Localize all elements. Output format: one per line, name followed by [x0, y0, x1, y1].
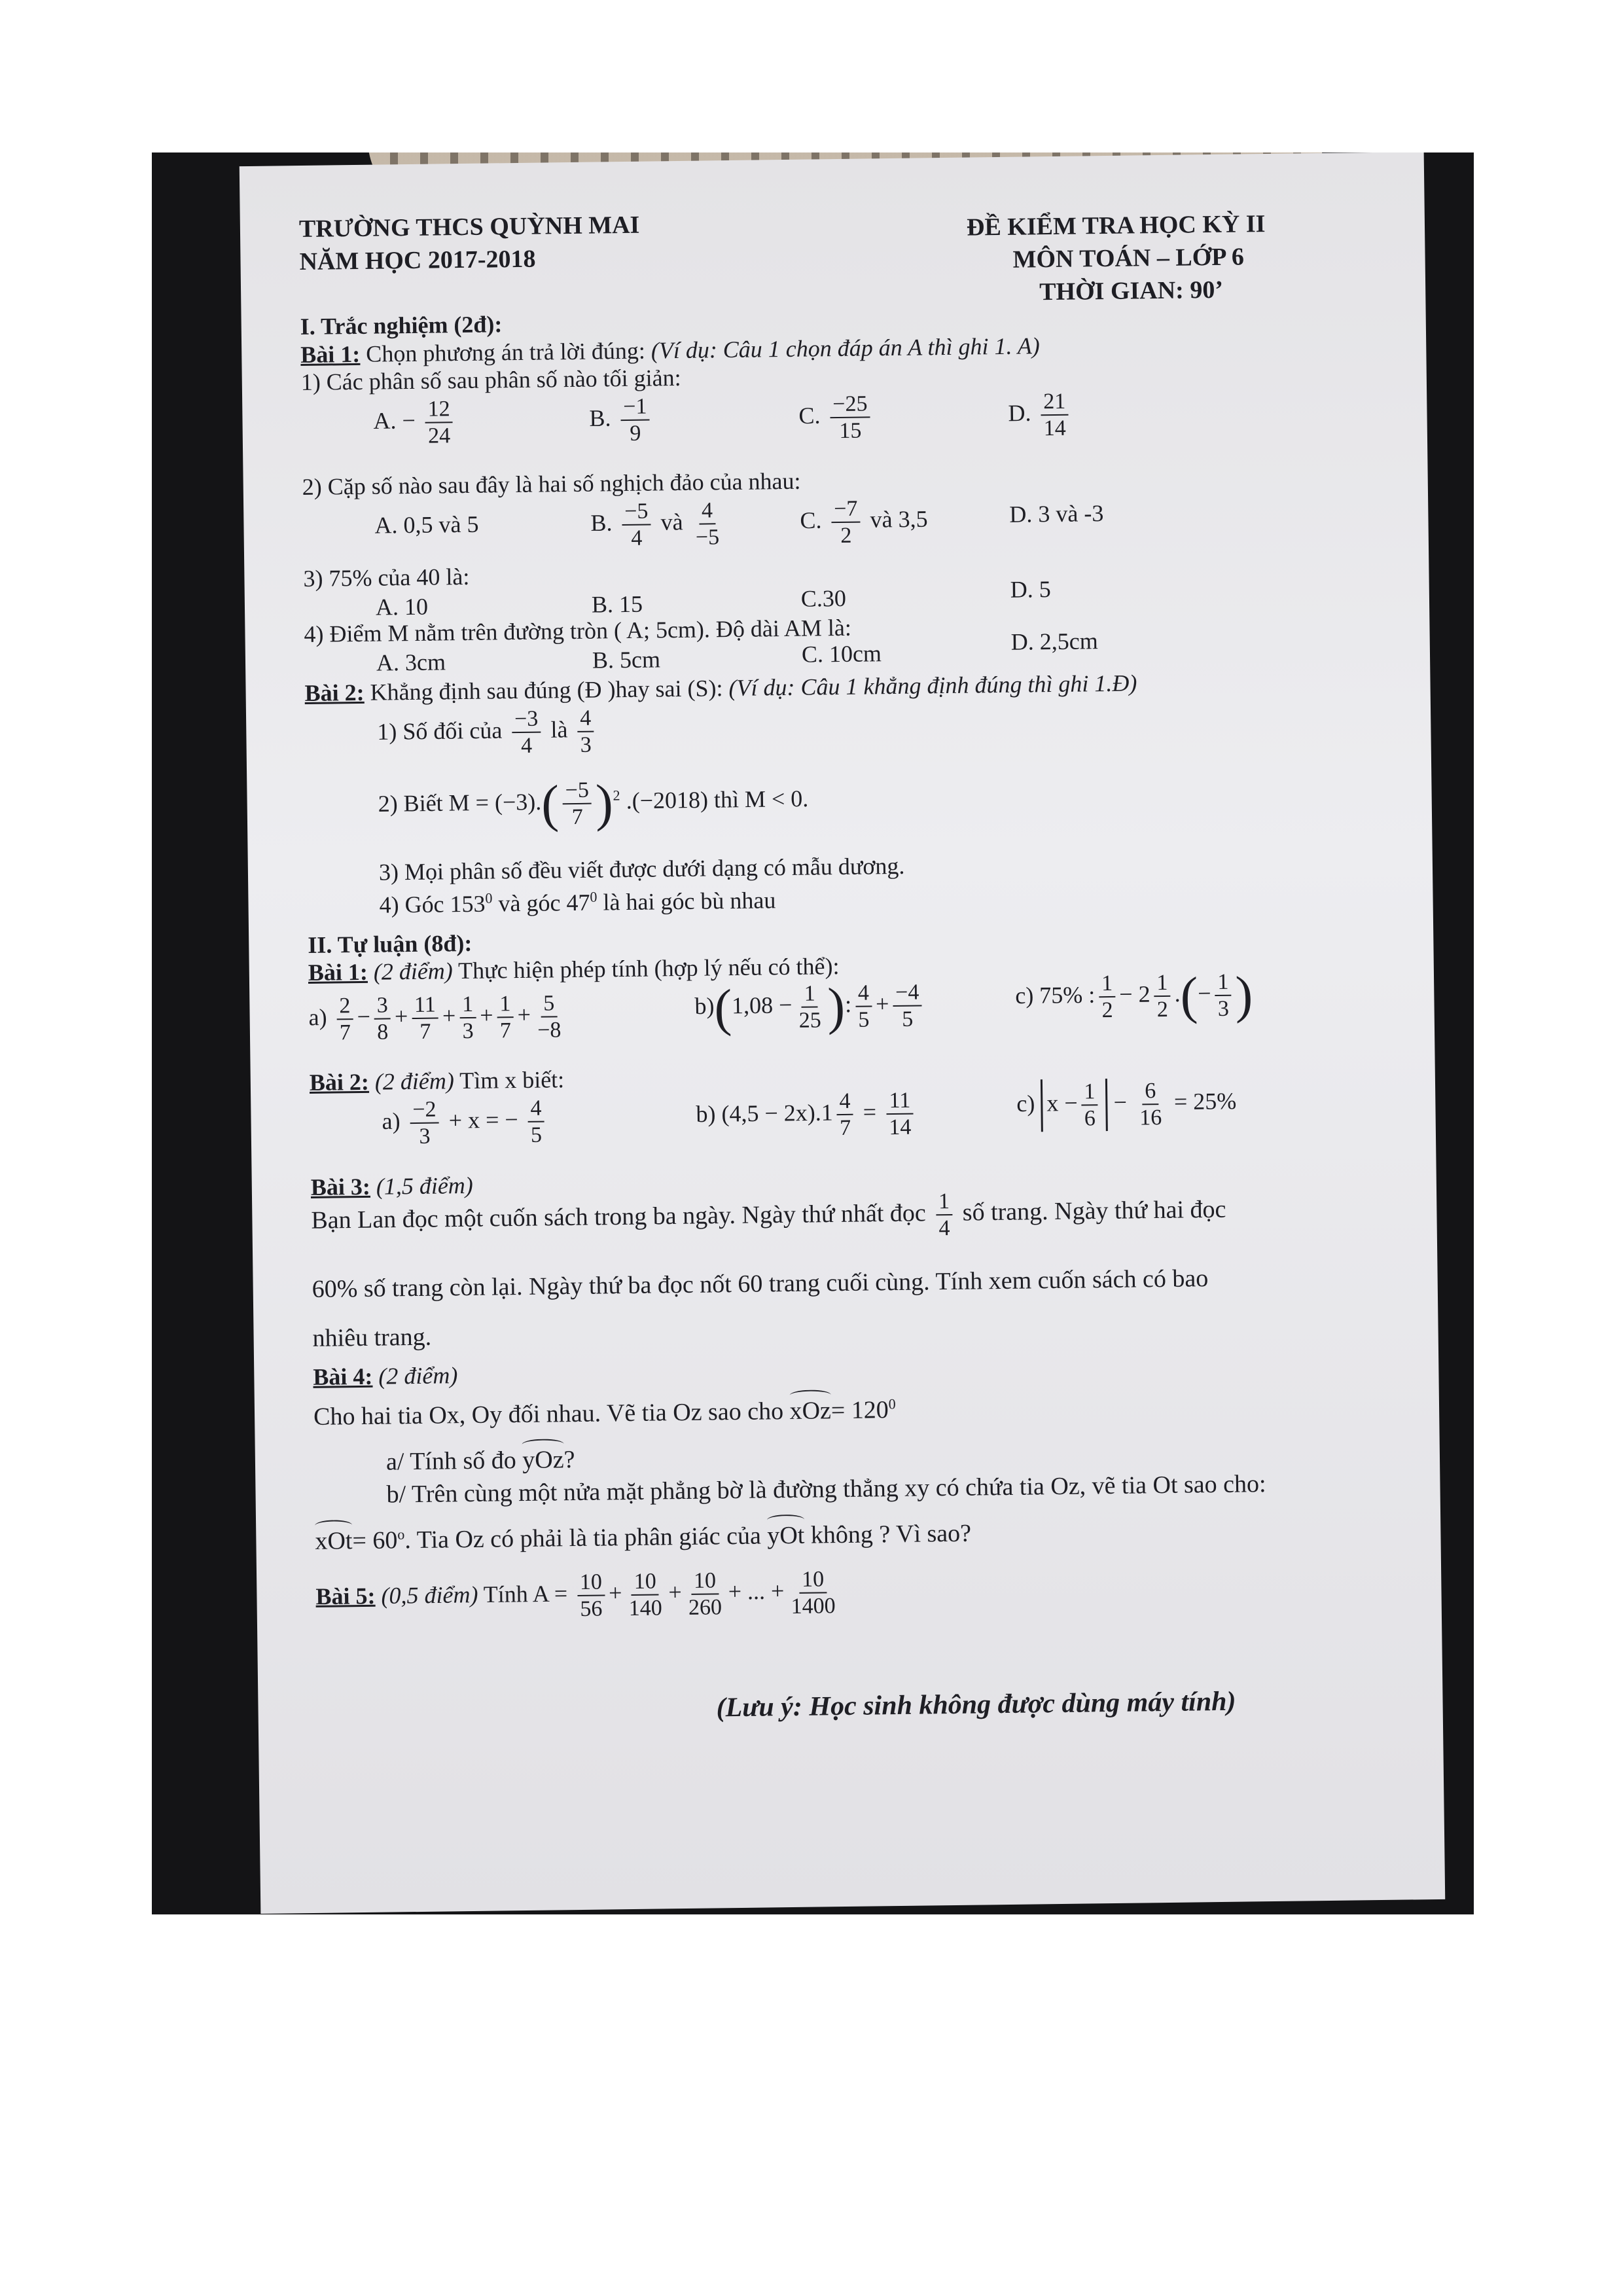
q2-b-fraction-2 — [692, 497, 722, 550]
q2-option-a: A. 0,5 và 5 — [374, 511, 479, 539]
b5-f3 — [685, 1568, 724, 1621]
b4-a-post: ? — [563, 1446, 575, 1474]
b1a-prefix: a) — [308, 1003, 327, 1031]
b3-n: 1 — [936, 1189, 953, 1215]
angle-yoz: yOz — [522, 1439, 564, 1475]
question-3: 3) 75% của 40 là: — [303, 563, 470, 592]
q1-d-fraction — [1041, 389, 1069, 442]
s1-num2: 4 — [577, 706, 594, 732]
q4-option-a: A. 3cm — [376, 649, 446, 676]
b1a-d3: 7 — [419, 1019, 431, 1044]
q2-b-den2: −5 — [695, 525, 720, 550]
q3-option-c: C.30 — [800, 584, 847, 612]
q1-b-num: −1 — [620, 394, 650, 422]
p2-bai2-label: Bài 2: — [309, 1068, 370, 1096]
q2-c-den: 2 — [840, 523, 852, 548]
b1a-n5: 1 — [497, 991, 514, 1018]
p2-bai4-a — [386, 1439, 575, 1477]
b1c-minus: − 2 — [1119, 980, 1150, 1008]
statement-4 — [379, 886, 776, 918]
q2-c-num: −7 — [831, 496, 861, 524]
b1a-op3: + — [442, 1002, 456, 1029]
b2c-rest: = 25% — [1173, 1088, 1237, 1115]
b1a-d1: 7 — [339, 1020, 351, 1045]
b4-c-b: . Tia Oz có phải là tia phân giác của — [404, 1522, 762, 1554]
footer-note: (Lưu ý: Học sinh không được dùng máy tính) — [716, 1686, 1236, 1723]
b5-n1: 10 — [577, 1570, 605, 1597]
p2-bai4-b: b/ Trên cùng một nửa mặt phẳng bờ là đường thẳng xy có chứa tia Oz, vẽ tia Ot sao cho: — [386, 1470, 1266, 1509]
b2c-x: x − — [1046, 1089, 1078, 1117]
s2-fraction — [562, 778, 592, 831]
exam-time: THỜI GIAN: 90’ — [1039, 276, 1224, 306]
b5-d3: 260 — [688, 1595, 722, 1621]
b2c-minus: − — [1113, 1089, 1128, 1116]
q2-b-num1: −5 — [622, 499, 651, 526]
b2b-eq: = — [863, 1098, 877, 1125]
q2-b-and: và — [660, 509, 683, 535]
q2-c-rest: và 3,5 — [870, 505, 928, 533]
b2b-n1: 4 — [836, 1088, 853, 1115]
b3-l1-b: số trang. Ngày thứ hai đọc — [962, 1195, 1226, 1227]
p2-bai4-line — [313, 1361, 457, 1391]
b1a-f6 — [534, 990, 563, 1043]
b2a-d2: 5 — [530, 1122, 543, 1147]
exam-title: ĐỀ KIỂM TRA HỌC KỲ II — [966, 210, 1266, 242]
bai1-text: Chọn phương án trả lời đúng: — [366, 337, 646, 367]
b1c-n3: 1 — [1215, 969, 1232, 996]
bai1-note: (Ví dụ: Câu 1 chọn đáp án A thì ghi 1. A) — [651, 332, 1041, 364]
b2b-d2: 14 — [889, 1115, 912, 1140]
q1-a-num: 12 — [425, 396, 452, 423]
p2-bai5-line — [315, 1566, 842, 1625]
s4-a: 4) Góc 153 — [379, 890, 486, 918]
b1c-dot: . — [1174, 980, 1181, 1007]
q1-a-prefix: A. — [373, 407, 397, 435]
b2a-f1 — [410, 1097, 439, 1150]
b2c-n1: 1 — [1081, 1079, 1098, 1105]
s1-pre: 1) Số đối của — [377, 717, 503, 745]
b1a-d6: −8 — [537, 1018, 562, 1043]
q1-a-den: 24 — [427, 423, 451, 448]
b1b-d2: 5 — [858, 1007, 870, 1032]
exam-paper — [240, 152, 1445, 1914]
p2-bai5-label: Bài 5: — [315, 1583, 376, 1610]
b5-dots: + ... + — [728, 1577, 785, 1605]
b3-d: 4 — [938, 1216, 950, 1241]
s1-mid: là — [550, 716, 568, 743]
b1c-neg: − — [1197, 980, 1211, 1007]
b1b-plus: + — [875, 990, 889, 1017]
b2b-f1 — [836, 1088, 853, 1141]
question-1: 1) Các phân số sau phân số nào tối giản: — [300, 364, 681, 396]
b1b-n2: 4 — [855, 980, 872, 1007]
bai1-label: Bài 1: — [300, 340, 361, 368]
b2c-f1 — [1081, 1079, 1098, 1131]
q4-option-c: C. 10cm — [801, 640, 882, 668]
b2c-d1: 6 — [1084, 1106, 1096, 1131]
s1-den1: 4 — [520, 733, 533, 759]
b3-l1-a: Bạn Lan đọc một cuốn sách trong ba ngày. Ngày thứ nhất đọc — [311, 1199, 927, 1234]
b1a-f1 — [336, 993, 353, 1045]
s2-paren-close: ) — [595, 774, 614, 833]
b1a-f5 — [497, 991, 514, 1043]
q2-c-fraction — [831, 496, 861, 549]
b1a-n3: 11 — [412, 992, 438, 1020]
s1-fraction-1 — [512, 706, 541, 759]
q1-d-den: 14 — [1043, 416, 1066, 441]
q2-b-num2: 4 — [699, 497, 716, 524]
angle-xoz: xOz — [789, 1390, 831, 1426]
b5-plus-1: + — [608, 1579, 622, 1606]
b1a-op5: + — [517, 1001, 531, 1028]
b1b-f1 — [796, 980, 824, 1033]
b4-c-a: = 60 — [352, 1526, 398, 1555]
q1-a-fraction — [425, 396, 453, 449]
p2-bai3-label: Bài 3: — [310, 1173, 371, 1200]
b1a-n2: 3 — [374, 992, 391, 1019]
b1a-f2 — [374, 992, 391, 1045]
b2c-f2 — [1136, 1078, 1164, 1131]
s2-num: −5 — [562, 778, 592, 805]
b3-fraction — [936, 1189, 953, 1241]
q3-option-a: A. 10 — [375, 593, 429, 620]
part2-heading: II. Tự luận (8đ): — [308, 929, 473, 958]
b1a-n6: 5 — [541, 990, 558, 1017]
b2c-d2: 16 — [1139, 1105, 1162, 1130]
b2a-prefix: a) — [382, 1107, 401, 1134]
q2-option-b — [590, 497, 726, 552]
q4-option-b: B. 5cm — [592, 646, 661, 673]
s2-exponent: 2 — [613, 787, 620, 804]
s2-den: 7 — [571, 804, 583, 830]
photo-frame — [152, 152, 1474, 1914]
b5-n4: 10 — [799, 1566, 827, 1594]
q1-b-den: 9 — [630, 421, 641, 446]
p2-bai2-c — [1016, 1077, 1237, 1132]
p2-bai5-points: (0,5 điểm) — [381, 1581, 478, 1609]
b4-l1-a: Cho hai tia Ox, Oy đối nhau. Vẽ tia Oz sao cho — [313, 1397, 784, 1431]
b1a-d4: 3 — [462, 1018, 474, 1044]
q1-a-sign: − — [402, 407, 416, 434]
p2-bai4-c — [315, 1513, 971, 1556]
q3-option-b: B. 15 — [591, 590, 643, 618]
p2-bai1-a — [308, 990, 567, 1046]
b1b-f2 — [855, 980, 872, 1032]
p2-bai2-points: (2 điểm) — [374, 1067, 455, 1095]
p2-bai1-c — [1015, 966, 1253, 1025]
school-year: NĂM HỌC 2017-2018 — [299, 245, 536, 276]
q2-option-d: D. 3 và -3 — [1009, 500, 1104, 528]
q1-option-b — [589, 393, 654, 446]
bai2-label: Bài 2: — [304, 679, 365, 706]
angle-xot: xOt — [315, 1520, 353, 1556]
b1c-f2 — [1154, 970, 1171, 1022]
q1-c-den: 15 — [839, 418, 862, 444]
b1b-paren-open: ( — [713, 979, 732, 1037]
b5-n2: 10 — [631, 1568, 658, 1596]
b2a-n2: 4 — [527, 1096, 544, 1122]
b5-f4 — [788, 1566, 838, 1619]
b1b-d3: 5 — [902, 1007, 914, 1031]
b5-text: Tính A = — [483, 1580, 568, 1608]
p2-bai2-b — [696, 1088, 918, 1143]
b5-f2 — [626, 1568, 665, 1621]
b1b-prefix: b) — [694, 992, 715, 1020]
p2-bai4-label: Bài 4: — [313, 1363, 373, 1390]
b1c-paren-open: ( — [1180, 967, 1198, 1025]
b4-a-pre: a/ Tính số đo — [385, 1446, 516, 1476]
b1c-d1: 2 — [1101, 998, 1113, 1023]
b2c-prefix: c) — [1016, 1090, 1035, 1117]
b2c-abs-value — [1041, 1079, 1108, 1132]
b2b-n2: 11 — [886, 1088, 913, 1115]
p2-bai1-text: Thực hiện phép tính (hợp lý nếu có thể): — [457, 953, 840, 984]
b1a-d5: 7 — [499, 1018, 512, 1043]
b1c-d3: 3 — [1217, 996, 1230, 1022]
q1-b-fraction — [620, 394, 650, 447]
b5-n3: 10 — [691, 1568, 719, 1595]
s1-num1: −3 — [512, 706, 541, 734]
s1-fraction-2 — [577, 706, 594, 758]
q2-b-den1: 4 — [631, 526, 643, 550]
p2-bai3-text-2: 60% số trang còn lại. Ngày thứ ba đọc nốt 60 trang cuối cùng. Tính xem cuốn sách có bao — [312, 1265, 1209, 1303]
b2c-n2: 6 — [1142, 1078, 1159, 1105]
b4-deg2: o — [397, 1526, 405, 1543]
b1a-f3 — [412, 992, 439, 1045]
b1c-n2: 1 — [1154, 970, 1171, 997]
q2-c-prefix: C. — [800, 507, 822, 534]
s2-post: .(−2018) thì M < 0. — [626, 785, 809, 814]
bai2-text: Khẳng định sau đúng (Đ )hay sai (S): — [370, 675, 723, 706]
q1-d-prefix: D. — [1008, 399, 1031, 427]
q1-c-fraction — [830, 391, 870, 444]
b1b-inner: 1,08 − — [731, 992, 793, 1019]
q1-option-d — [1008, 389, 1073, 442]
q1-c-prefix: C. — [798, 402, 821, 429]
b1a-f4 — [459, 992, 476, 1044]
p2-bai2-line — [310, 1066, 565, 1096]
b2a-mid: + x = − — [448, 1106, 518, 1134]
part1-heading: I. Trắc nghiệm (2đ): — [300, 311, 503, 340]
p2-bai3-points: (1,5 điểm) — [376, 1172, 474, 1200]
b1c-f3 — [1215, 969, 1232, 1022]
b1a-op2: + — [394, 1003, 408, 1030]
b1c-n1: 1 — [1099, 971, 1116, 997]
p2-bai4-points: (2 điểm) — [378, 1362, 458, 1390]
q2-b-prefix: B. — [590, 509, 613, 536]
statement-2 — [378, 775, 809, 833]
b4-l1-b: = 120 — [830, 1396, 889, 1425]
b5-d1: 56 — [580, 1596, 603, 1622]
b5-plus-2: + — [668, 1579, 682, 1605]
question-2: 2) Cặp số nào sau đây là hai số nghịch đảo của nhau: — [302, 467, 801, 501]
b1b-d1: 25 — [798, 1008, 821, 1033]
s4-deg2: 0 — [590, 888, 597, 905]
p2-bai2-a — [382, 1096, 548, 1150]
p2-bai2-text: Tìm x biết: — [459, 1066, 565, 1094]
b2a-f2 — [527, 1096, 544, 1148]
p2-bai3-text-1 — [311, 1185, 1226, 1249]
q2-option-c — [800, 495, 928, 549]
question-4: 4) Điểm M nằm trên đường tròn ( A; 5cm). Độ dài AM là: — [304, 614, 852, 648]
b1a-n1: 2 — [336, 993, 353, 1020]
s4-b: và góc 47 — [492, 889, 590, 917]
b1a-op1: − — [357, 1003, 371, 1030]
q2-b-fraction-1 — [622, 499, 651, 552]
b1c-d2: 2 — [1156, 997, 1169, 1022]
b5-d4: 1400 — [791, 1594, 836, 1619]
s4-deg1: 0 — [485, 889, 493, 906]
angle-yot: yOt — [767, 1515, 805, 1551]
s2-pre: 2) Biết M = (−3). — [378, 788, 542, 817]
exam-subject: MÔN TOÁN – LỚP 6 — [1012, 243, 1245, 274]
b5-d2: 140 — [628, 1596, 662, 1621]
b5-f1 — [577, 1570, 605, 1623]
b2b-d1: 7 — [839, 1115, 851, 1141]
p2-bai3-text-3: nhiêu trang. — [312, 1323, 432, 1352]
b4-deg: 0 — [888, 1395, 896, 1412]
p2-bai4-text-1 — [313, 1389, 896, 1431]
b1c-f1 — [1099, 971, 1116, 1023]
p2-bai1-points: (2 điểm) — [373, 958, 454, 985]
b1b-paren-close: ) — [827, 978, 846, 1036]
b1a-d2: 8 — [376, 1020, 389, 1045]
b4-c-c: không ? Vì sao? — [810, 1519, 972, 1549]
b2b-prefix: b) (4,5 − 2x).1 — [696, 1099, 834, 1128]
b1b-colon: : — [844, 991, 852, 1018]
s2-paren-open: ( — [541, 775, 560, 833]
q3-option-d: D. 5 — [1010, 576, 1051, 603]
q4-option-d: D. 2,5cm — [1010, 628, 1098, 655]
p2-bai1-label: Bài 1: — [308, 958, 368, 986]
q1-option-a — [373, 396, 457, 450]
q1-d-num: 21 — [1041, 389, 1068, 416]
p2-bai1-b — [694, 978, 926, 1037]
b1a-op4: + — [480, 1001, 493, 1029]
b2a-d1: 3 — [419, 1124, 431, 1149]
b1b-n1: 1 — [801, 980, 818, 1007]
statement-1 — [377, 706, 598, 761]
b1b-n3: −4 — [893, 980, 922, 1007]
s4-c: là hai góc bù nhau — [597, 887, 776, 916]
q1-c-num: −25 — [830, 391, 870, 418]
b2a-n1: −2 — [410, 1097, 439, 1124]
school-name: TRƯỜNG THCS QUỲNH MAI — [298, 211, 640, 243]
q1-b-prefix: B. — [589, 404, 611, 432]
s1-den2: 3 — [580, 732, 592, 757]
statement-3: 3) Mọi phân số đều viết được dưới dạng có mẫu dương. — [378, 852, 905, 886]
bai2-note: (Ví dụ: Câu 1 khẳng định đúng thì ghi 1.Đ) — [728, 670, 1137, 702]
b2b-f2 — [886, 1088, 914, 1141]
b1c-paren-close: ) — [1235, 966, 1253, 1024]
b1c-prefix: c) 75% : — [1015, 981, 1096, 1009]
b1a-n4: 1 — [459, 992, 476, 1018]
b1b-f3 — [893, 980, 922, 1033]
q1-option-c — [798, 391, 874, 444]
